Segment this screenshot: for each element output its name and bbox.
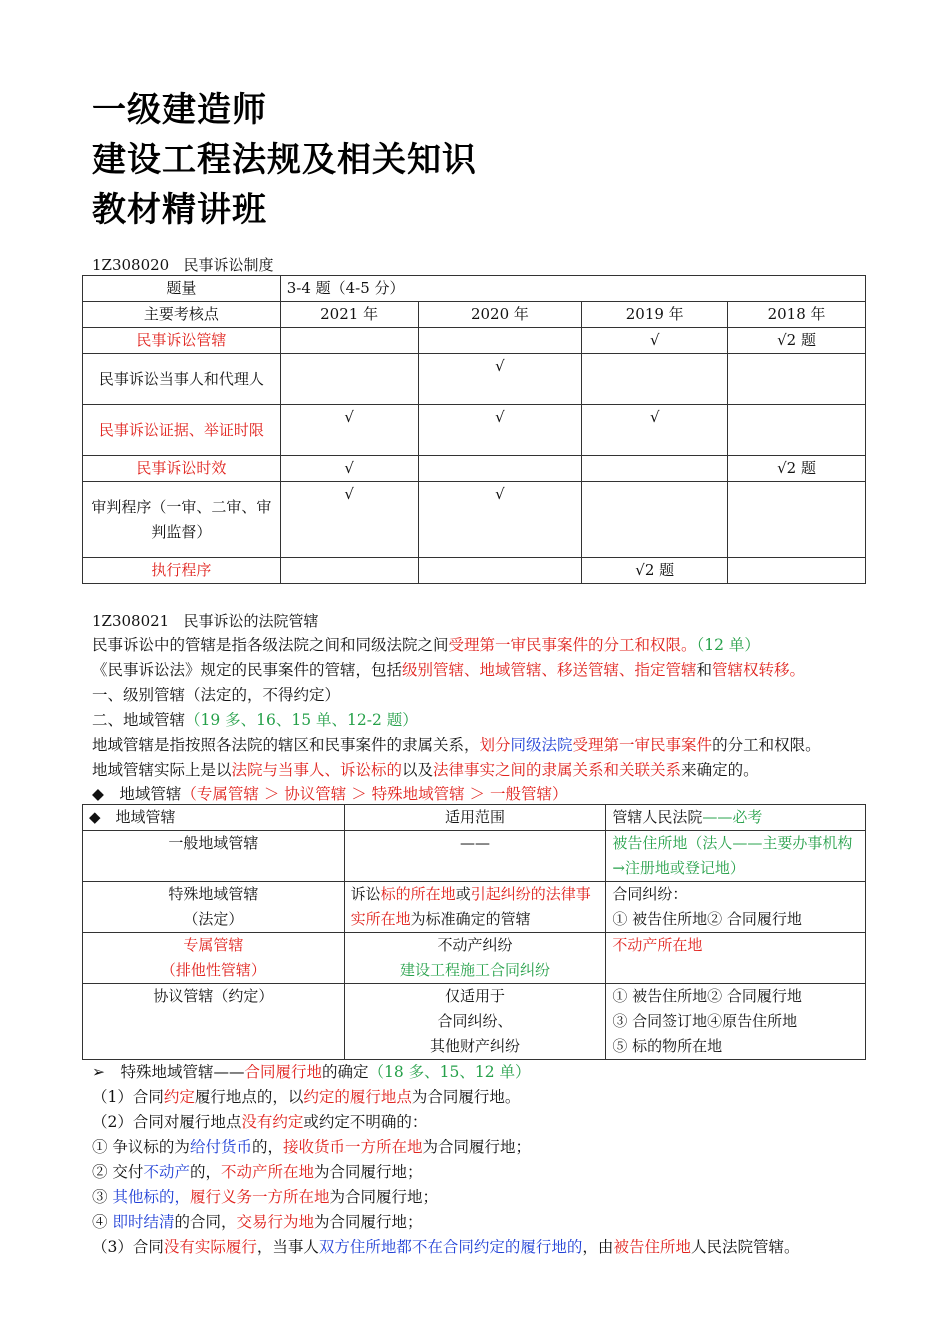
highlight-text: 受理第一审民事案件: [572, 736, 713, 754]
table-cell: [280, 328, 418, 354]
cell-line: （排他性管辖）: [160, 961, 266, 979]
cell-line: 仅适用于: [444, 987, 505, 1005]
highlight-text: 约定的履行地点: [303, 1088, 412, 1106]
table-cell: 执行程序: [83, 558, 281, 584]
table-row: [83, 933, 866, 984]
highlight-text: 法院与当事人、诉讼标的: [231, 761, 403, 779]
paragraph: [92, 782, 568, 804]
highlight-text: 标的所在地: [380, 885, 456, 903]
text: ② 交付: [92, 1163, 144, 1181]
text: 为合同履行地。: [411, 1088, 521, 1106]
table-cell: 审判程序（一审、二审、审判监督）: [83, 482, 281, 558]
exam-note: （18 多、15、12 单）: [368, 1063, 531, 1081]
cell-line: （法定）: [183, 910, 244, 928]
section-code: 1Z308020: [92, 256, 170, 274]
paragraph: [92, 1110, 427, 1132]
column-header: ◆ 地域管辖: [83, 805, 345, 831]
paragraph: [92, 1235, 799, 1257]
table-cell: √: [280, 405, 418, 456]
highlight-text: 即时结清: [112, 1213, 175, 1231]
text: 人民法院管辖。: [690, 1238, 800, 1256]
cell-line: 建设工程施工合同纠纷: [399, 961, 550, 979]
text: 的分工和权限。: [712, 736, 821, 754]
table-header-row: [83, 805, 866, 831]
cell-line: 特殊地域管辖: [168, 885, 259, 903]
text: 地域管辖是指按照各法院的辖区和民事案件的隶属关系，: [92, 736, 480, 754]
text: 或约定不明确的：: [303, 1113, 428, 1131]
highlight-text: 划分: [479, 736, 511, 754]
table-row: [83, 354, 866, 405]
title-line-3: 教材精讲班: [92, 190, 267, 230]
cell-line: ① 被告住所地② 合同履行地: [612, 910, 802, 928]
section-heading-1: [92, 254, 274, 275]
table-row: [83, 482, 866, 558]
text: ◆ 地域管辖: [92, 785, 182, 803]
text: ④: [92, 1213, 113, 1231]
text: 或: [455, 885, 471, 903]
header-text: 管辖人民法院: [612, 808, 703, 826]
highlight-text: 管辖权转移。: [712, 661, 806, 679]
text: 的确定: [322, 1063, 369, 1081]
text: ① 争议标的为: [92, 1138, 190, 1156]
table-cell: 题量: [83, 276, 281, 302]
highlight-text: 双方住所地都不在合同约定的履行地的: [318, 1238, 583, 1256]
cell-line: ⑤ 标的物所在地: [612, 1037, 723, 1055]
paragraph: 一、级别管辖（法定的，不得约定）: [92, 686, 341, 704]
highlight-text: 被告住所地: [613, 1238, 691, 1256]
table-cell: [418, 328, 582, 354]
cell-line: 合同纠纷、: [437, 1012, 513, 1030]
exam-note: （19 多、16、15 单、12-2 题）: [185, 711, 418, 729]
table-cell: √2 题: [582, 558, 728, 584]
highlight-text: 没有实际履行: [163, 1238, 257, 1256]
table-cell: 一般地域管辖: [83, 831, 345, 882]
title-line-2: 建设工程法规及相关知识: [92, 140, 477, 180]
text: 为标准确定的管辖: [410, 910, 531, 928]
subheading: [92, 1060, 531, 1082]
table-cell: [344, 882, 606, 933]
column-header: 2018 年: [728, 302, 866, 328]
text: （3）合同: [92, 1238, 164, 1256]
column-header: 2021 年: [280, 302, 418, 328]
table-cell: √: [418, 405, 582, 456]
table-cell: √: [280, 456, 418, 482]
cell-line: 不动产纠纷: [437, 936, 513, 954]
table-cell: √: [418, 354, 582, 405]
text: 来确定的。: [681, 761, 759, 779]
highlight-text: 给付货币: [189, 1138, 252, 1156]
table-cell: [606, 984, 866, 1060]
table-cell: √: [280, 482, 418, 558]
text: ③: [92, 1188, 113, 1206]
text: 为合同履行地；: [313, 1163, 423, 1181]
column-header: [606, 805, 866, 831]
paragraph: [92, 733, 821, 755]
text: （2）合同对履行地点: [92, 1113, 242, 1131]
table-row: [83, 276, 866, 302]
section-heading-2: [92, 610, 319, 631]
highlight-text: 引起纠纷的法律事实所在地: [350, 885, 591, 928]
table-cell: 民事诉讼管辖: [83, 328, 281, 354]
text: 为合同履行地；: [422, 1138, 531, 1156]
column-header: 2019 年: [582, 302, 728, 328]
highlight-text: 受理第一审民事案件的分工和权限。: [448, 636, 697, 654]
text: 的，: [251, 1138, 283, 1156]
table-header-row: [83, 302, 866, 328]
highlight-text: 不动产: [143, 1163, 190, 1181]
table-cell: [344, 933, 606, 984]
table-cell: √: [582, 405, 728, 456]
table-cell: 不动产所在地: [606, 933, 866, 984]
table-cell: √: [418, 482, 582, 558]
jurisdiction-table: [82, 804, 866, 1060]
paragraph: [92, 1160, 423, 1182]
table-cell: [582, 354, 728, 405]
table-cell: [344, 984, 606, 1060]
table-cell: [83, 882, 345, 933]
highlight-text: 不动产所在地: [220, 1163, 314, 1181]
highlight-text: （专属管辖 ＞ 协议管辖 ＞ 特殊地域管辖 ＞ 一般管辖）: [181, 785, 568, 803]
text: 的合同，: [174, 1213, 237, 1231]
table-cell: [728, 482, 866, 558]
table-cell: [280, 354, 418, 405]
text: （1）合同: [92, 1088, 164, 1106]
table-row: [83, 558, 866, 584]
table-cell: 3-4 题（4-5 分）: [280, 276, 865, 302]
exam-note: ——必考: [702, 808, 763, 826]
highlight-text: 同级法院: [510, 736, 573, 754]
cell-line: 其他财产纠纷: [429, 1037, 520, 1055]
table-cell: [418, 456, 582, 482]
table-row: [83, 456, 866, 482]
text: 和: [696, 661, 713, 679]
text: ，当事人: [256, 1238, 319, 1256]
table-cell: [606, 882, 866, 933]
table-cell: [728, 405, 866, 456]
paragraph: [92, 1085, 520, 1107]
highlight-text: 接收货币一方所在地: [282, 1138, 423, 1156]
table-cell: √2 题: [728, 328, 866, 354]
paragraph: [92, 708, 418, 730]
paragraph: [92, 658, 805, 680]
paragraph: [92, 1210, 423, 1232]
table-cell: 民事诉讼时效: [83, 456, 281, 482]
text: 以及: [402, 761, 434, 779]
table-row: [83, 405, 866, 456]
text: ➢ 特殊地域管辖——: [92, 1063, 245, 1081]
exam-note: （12 单）: [696, 636, 760, 654]
highlight-text: 约定: [163, 1088, 195, 1106]
section-name: 民事诉讼的法院管辖: [183, 612, 319, 630]
cell-line: 合同纠纷：: [612, 885, 688, 903]
section-name: 民事诉讼制度: [183, 256, 274, 274]
paragraph: [92, 1185, 438, 1207]
text: 为合同履行地；: [313, 1213, 423, 1231]
paragraph: [92, 1135, 531, 1157]
table-cell: [280, 558, 418, 584]
table-row: [83, 984, 866, 1060]
table-cell: [728, 354, 866, 405]
table-row: [83, 328, 866, 354]
title-line-1: 一级建造师: [92, 90, 267, 130]
column-header: 适用范围: [344, 805, 606, 831]
exam-points-table: [82, 275, 866, 584]
column-header: 2020 年: [418, 302, 582, 328]
text: 民事诉讼中的管辖是指各级法院之间和同级法院之间: [92, 636, 449, 654]
text: 的，: [189, 1163, 221, 1181]
highlight-text: 履行义务一方所在地: [189, 1188, 330, 1206]
table-cell: √2 题: [728, 456, 866, 482]
cell-line: ① 被告住所地② 合同履行地: [612, 987, 802, 1005]
table-cell: 被告住所地（法人——主要办事机构→注册地或登记地）: [606, 831, 866, 882]
paragraph: [92, 633, 760, 655]
table-cell: [418, 558, 582, 584]
table-cell: 协议管辖（约定）: [83, 984, 345, 1060]
table-cell: 民事诉讼当事人和代理人: [83, 354, 281, 405]
text: ，由: [582, 1238, 614, 1256]
highlight-text: 级别管辖、地域管辖、移送管辖、指定管辖: [402, 661, 697, 679]
highlight-text: 交易行为地: [236, 1213, 314, 1231]
highlight-text: 法律事实之间的隶属关系和关联关系: [433, 761, 682, 779]
highlight-text: 没有约定: [241, 1113, 304, 1131]
text: 二、地域管辖: [92, 711, 186, 729]
table-row: [83, 882, 866, 933]
cell-line: ③ 合同签订地④原告住所地: [612, 1012, 798, 1030]
cell-line: 专属管辖: [183, 936, 244, 954]
text: 为合同履行地；: [329, 1188, 438, 1206]
text: 诉讼: [350, 885, 381, 903]
paragraph: [92, 758, 759, 780]
highlight-text: 其他标的，: [112, 1188, 190, 1206]
table-cell: [582, 482, 728, 558]
table-cell: √: [582, 328, 728, 354]
column-header: 主要考核点: [83, 302, 281, 328]
text: 地域管辖实际上是以: [92, 761, 232, 779]
table-cell: [582, 456, 728, 482]
table-cell: ——: [344, 831, 606, 882]
table-row: [83, 831, 866, 882]
text: 《民事诉讼法》规定的民事案件的管辖，包括: [92, 661, 403, 679]
table-cell: [83, 933, 345, 984]
section-code: 1Z308021: [92, 612, 170, 630]
highlight-text: 合同履行地: [244, 1063, 323, 1081]
text: 履行地点的，以: [194, 1088, 304, 1106]
table-cell: [728, 558, 866, 584]
table-cell: 民事诉讼证据、举证时限: [83, 405, 281, 456]
